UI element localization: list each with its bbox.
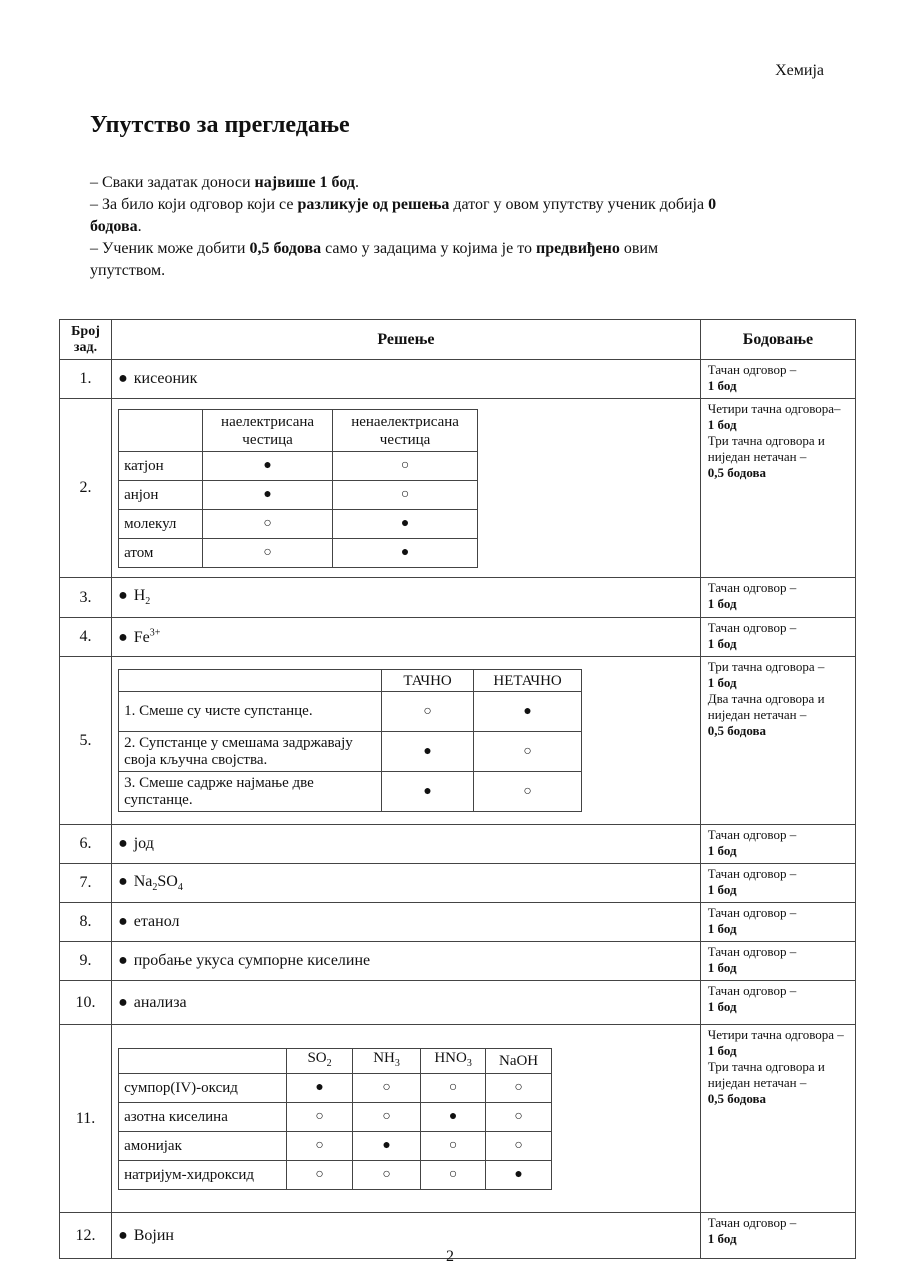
marker-icon: ● [474,692,582,732]
instruction-line-1: – Сваки задатак доноси највише 1 бод. [90,174,359,191]
answer-text: $H_2$ [133,587,151,608]
points-cell: Тачан одговор – 1 бод [700,360,855,399]
header-task-number: Број зад. [60,320,112,360]
marker-icon: ○ [474,772,582,812]
bullet-icon: ● [118,835,128,852]
true-false-table [118,669,582,812]
column-so2: $SO_2$ [287,1049,353,1074]
marker-icon: ○ [287,1103,353,1132]
task-number: 3. [60,578,112,618]
task-number: 9. [60,942,112,981]
marker-icon: ○ [287,1161,353,1190]
table-row [60,399,856,578]
marker-icon: ○ [353,1161,421,1190]
table-row [60,864,856,903]
column-hno3: $HNO_3$ [421,1049,486,1074]
marker-icon: ○ [474,732,582,772]
task-number: 10. [60,981,112,1025]
bullet-icon: ● [118,872,128,890]
solution-cell [112,657,701,825]
table-row [60,1213,856,1259]
solution-cell [112,1025,701,1213]
marker-icon: ○ [287,1132,353,1161]
points-cell: Тачан одговор – 1 бод [700,825,855,864]
solution-cell [112,864,701,903]
marker-icon: ○ [421,1132,486,1161]
task-number: 7. [60,864,112,903]
task-number: 11. [60,1025,112,1213]
header-solution: Решење [112,320,701,360]
grading-table [59,319,856,1259]
answer-text: $Na_2SO_4$ [133,872,183,894]
table-row: катјон ● ○ [119,452,478,481]
column-true: ТАЧНО [382,670,474,692]
answer-text: кисеоник [133,370,198,387]
solution-cell [112,1213,701,1259]
bullet-icon: ● [118,913,128,930]
page-number: 2 [446,1248,454,1265]
bullet-icon: ● [118,993,128,1011]
table-row [60,618,856,657]
marker-icon: ○ [203,539,333,568]
column-neutral: ненаелектрисана честица [333,410,478,452]
answer-text: Војин [133,1226,174,1244]
table-row [60,981,856,1025]
marker-icon: ○ [333,452,478,481]
marker-icon: ● [203,481,333,510]
marker-icon: ○ [353,1103,421,1132]
table-row: анјон ● ○ [119,481,478,510]
table-row [60,360,856,399]
table-row [60,825,856,864]
table-row [60,578,856,618]
marker-icon: ○ [486,1132,552,1161]
solution-cell [112,825,701,864]
task-number: 2. [60,399,112,578]
marker-icon: ● [287,1074,353,1103]
marker-icon: ● [486,1161,552,1190]
answer-text: пробање укуса сумпорне киселине [133,952,371,969]
bullet-icon: ● [118,628,128,646]
instruction-line-2: – За било који одговор који се разликује од решења датог у овом упутству ученик добија 0 бодова. [90,196,717,235]
instructions [90,172,730,282]
table-row [60,903,856,942]
bullet-icon: ● [118,952,128,969]
task-number: 5. [60,657,112,825]
task-number: 1. [60,360,112,399]
solution-cell [112,942,701,981]
marker-icon: ○ [353,1074,421,1103]
marker-icon: ● [353,1132,421,1161]
solution-cell [112,578,701,618]
points-cell: Тачан одговор – 1 бод [700,942,855,981]
answer-text: анализа [133,993,187,1011]
marker-icon: ● [382,732,474,772]
points-cell: Тачан одговор – 1 бод [700,618,855,657]
points-cell: Тачан одговор – 1 бод [700,903,855,942]
table-row: 2. Супстанце у смешама задржавају своја кључна својства. ● ○ [119,732,582,772]
table-row: атом ○ ● [119,539,478,568]
bullet-icon: ● [118,587,128,605]
table-row: 1. Смеше су чисте супстанце. ○ ● [119,692,582,732]
points-cell: Три тачна одговора – 1 бод Два тачна одговора и ниједан нетачан – 0,5 бодова [700,657,855,825]
marker-icon: ● [333,510,478,539]
points-cell: Четири тачна одговора – 1 бод Три тачна одговора и ниједан нетачан – 0,5 бодова [700,1025,855,1213]
marker-icon: ● [333,539,478,568]
marker-icon: ○ [333,481,478,510]
solution-cell [112,981,701,1025]
points-cell: Четири тачна одговора– 1 бод Три тачна одговора и ниједан нетачан – 0,5 бодова [700,399,855,578]
marker-icon: ● [203,452,333,481]
points-cell: Тачан одговор – 1 бод [700,1213,855,1259]
marker-icon: ○ [421,1074,486,1103]
task-number: 6. [60,825,112,864]
table-row [60,942,856,981]
compound-match-table [118,1048,552,1190]
table-row [60,657,856,825]
answer-text: етанол [133,913,180,930]
points-cell: Тачан одговор – 1 бод [700,981,855,1025]
column-false: НЕТАЧНО [474,670,582,692]
marker-icon: ○ [382,692,474,732]
column-nh3: $NH_3$ [353,1049,421,1074]
table-row [60,1025,856,1213]
table-row: азотна киселина ○ ○ ● ○ [119,1103,552,1132]
table-row: сумпор(IV)-оксид ● ○ ○ ○ [119,1074,552,1103]
table-row: натријум-хидроксид ○ ○ ○ ● [119,1161,552,1190]
task-number: 12. [60,1213,112,1259]
particle-charge-table [118,409,478,568]
task-number: 4. [60,618,112,657]
table-row: 3. Смеше садрже најмање две супстанце. ● ○ [119,772,582,812]
table-row: амонијак ○ ● ○ ○ [119,1132,552,1161]
table-header-row [60,320,856,360]
column-naoh: NaOH [486,1049,552,1074]
marker-icon: ● [421,1103,486,1132]
points-cell: Тачан одговор – 1 бод [700,578,855,618]
header-points: Бодовање [700,320,855,360]
bullet-icon: ● [118,370,128,387]
page-title: Упутство за прегледање [90,112,350,138]
solution-cell [112,618,701,657]
column-charged: наелектрисана честица [203,410,333,452]
marker-icon: ○ [421,1161,486,1190]
answer-text: $Fe^{3+}$ [133,627,161,646]
solution-cell [112,399,701,578]
marker-icon: ● [382,772,474,812]
marker-icon: ○ [203,510,333,539]
solution-cell [112,360,701,399]
task-number: 8. [60,903,112,942]
points-cell: Тачан одговор – 1 бод [700,864,855,903]
subject-header: Хемија [775,62,824,79]
marker-icon: ○ [486,1074,552,1103]
instruction-line-3: – Ученик може добити 0,5 бодова само у задацима у којима је то предвиђено овим упутством. [90,240,659,279]
bullet-icon: ● [118,1226,128,1244]
marker-icon: ○ [486,1103,552,1132]
table-row: молекул ○ ● [119,510,478,539]
solution-cell [112,903,701,942]
answer-text: јод [133,835,154,852]
